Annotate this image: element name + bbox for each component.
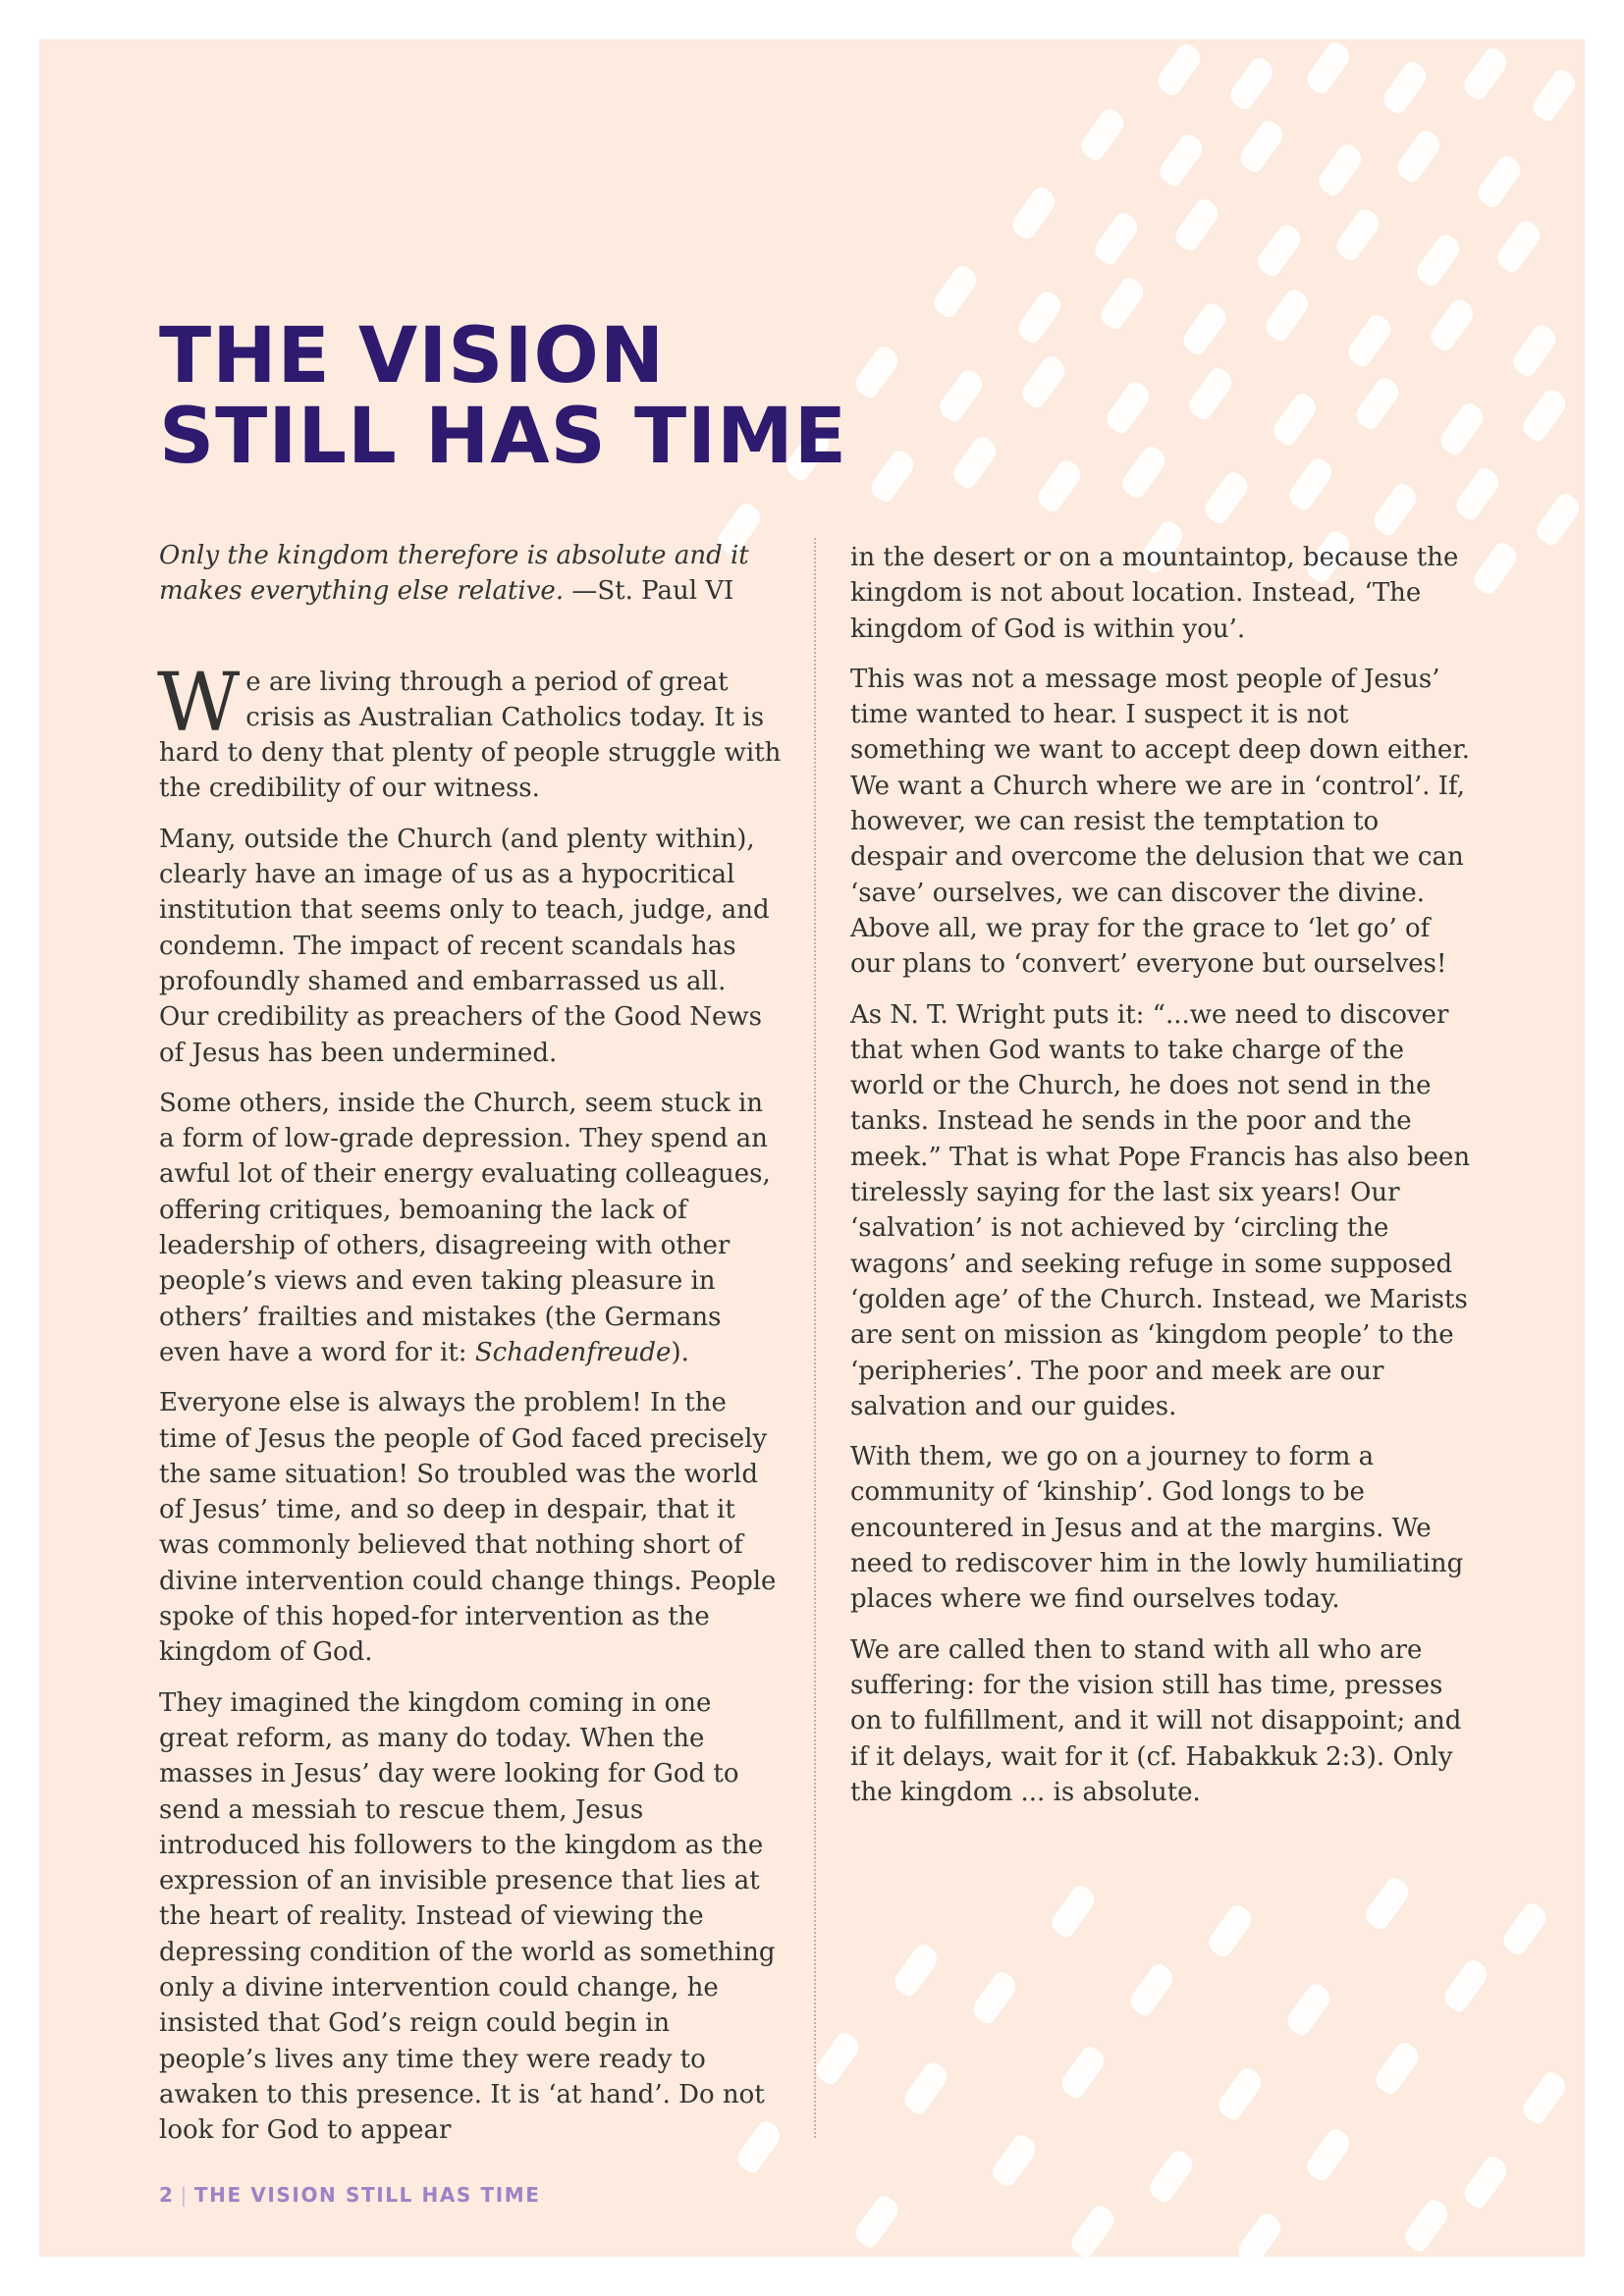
brush-stroke-decoration [1460, 45, 1512, 103]
running-title: THE VISION STILL HAS TIME [193, 2183, 541, 2207]
brush-stroke-decoration [1452, 465, 1504, 523]
brush-stroke-decoration [969, 1969, 1021, 2027]
brush-stroke-decoration [1146, 2148, 1198, 2206]
brush-stroke-decoration [1205, 1902, 1257, 1960]
brush-stroke-decoration [1154, 41, 1206, 99]
brush-stroke-decoration [1008, 185, 1060, 242]
page-title [159, 312, 848, 481]
brush-stroke-decoration [1519, 387, 1571, 445]
brush-stroke-decoration [1048, 1883, 1100, 1941]
brush-stroke-decoration [1344, 312, 1396, 370]
brush-stroke-decoration [891, 1942, 943, 2000]
brush-stroke-decoration [867, 448, 919, 506]
brush-stroke-decoration [1262, 287, 1314, 345]
brush-stroke-decoration [1034, 457, 1086, 515]
brush-stroke-decoration [1303, 39, 1355, 96]
epigraph-attribution: —St. Paul VI [571, 576, 734, 607]
brush-stroke-decoration [1303, 2126, 1355, 2184]
brush-stroke-decoration [1156, 132, 1208, 189]
brush-stroke-decoration [1499, 1900, 1551, 1958]
body-paragraph-text: ). [671, 1337, 689, 1367]
body-paragraph: With them, we go on a journey to form a community of ‘kinship’. God longs to be encountered in Jesus and at the margins. We need to rediscover him in the lowly humiliating places where we find ourselves today. [850, 1442, 1464, 1615]
brush-stroke-decoration [1201, 469, 1253, 527]
column-divider [814, 538, 816, 2138]
brush-stroke-decoration [1126, 1961, 1178, 2019]
brush-stroke-decoration [1254, 222, 1306, 280]
body-paragraph-text: e are living through a period of great crisis as Australian Catholics today. It is hard to deny that plenty of people struggle with the credibility of our witness. [159, 667, 782, 804]
page-number: 2 [159, 2183, 175, 2207]
brush-stroke-decoration [1493, 218, 1545, 276]
brush-stroke-decoration [936, 367, 988, 425]
brush-stroke-decoration [1436, 400, 1489, 458]
brush-stroke-decoration [1332, 206, 1384, 264]
brush-stroke-decoration [1352, 375, 1404, 433]
brush-stroke-decoration [1440, 1957, 1492, 2015]
brush-stroke-decoration [1283, 1981, 1335, 2039]
brush-stroke-decoration [1285, 455, 1337, 513]
left-column [159, 538, 784, 2163]
brush-stroke-decoration [1226, 55, 1278, 113]
brush-stroke-decoration [1393, 128, 1445, 186]
brush-stroke-decoration [1519, 2069, 1571, 2127]
body-paragraph: in the desert or on a mountaintop, because the kingdom is not about location. Instead, ‘The kingdom of God is within you’. [850, 543, 1459, 644]
brush-stroke-decoration [1401, 2197, 1453, 2255]
brush-stroke-decoration [1185, 365, 1237, 423]
brush-stroke-decoration [1315, 141, 1367, 199]
epigraph-quote-line-1: Only the kingdom therefore is absolute and it [159, 541, 749, 570]
brush-stroke-decoration [930, 263, 982, 321]
drop-cap: W [157, 656, 241, 750]
brush-stroke-decoration [1460, 2154, 1512, 2212]
body-paragraph [157, 656, 784, 807]
brush-stroke-decoration [1118, 444, 1170, 502]
brush-stroke-decoration [1413, 232, 1465, 290]
brush-stroke-decoration [1215, 2065, 1267, 2123]
brush-stroke-decoration [812, 2030, 864, 2088]
body-paragraph-text: Some others, inside the Church, seem stuck in a form of low-grade depression. They spend an awful lot of their energy evaluating colleagues, offering critiques, bemoaning the lack of leadership of others, disagreeing with other people’s views and even taking pleasure in others’ frailties and mistakes (the Germans even have a word for it: [159, 1088, 771, 1367]
brush-stroke-decoration [1509, 322, 1561, 380]
brush-stroke-decoration [1077, 106, 1129, 164]
brush-stroke-decoration [1018, 353, 1070, 411]
brush-stroke-decoration [1370, 481, 1422, 539]
brush-stroke-decoration [1171, 196, 1223, 254]
title-line-1: THE VISION [159, 312, 666, 400]
epigraph [159, 538, 784, 610]
brush-stroke-decoration [1270, 391, 1322, 449]
body-paragraph: As N. T. Wright puts it: “...we need to discover that when God wants to take charge of the world or the Church, he does not send in the tanks. Instead he sends in the poor and the meek.” That is what Pope Francis has also been tirelessly saying for the last six years! Our ‘salvation’ is not achieved by ‘circling the wagons’ and seeking refuge in some supposed ‘golden age’ of the Church. Instead, we Marists are sent on mission as ‘kingdom people’ to the ‘peripheries’. The poor and meek are our salvation and our guides. [850, 999, 1471, 1421]
brush-stroke-decoration [851, 2193, 903, 2251]
brush-stroke-decoration [851, 344, 903, 401]
title-line-2: STILL HAS TIME [159, 393, 848, 481]
brush-stroke-decoration [1533, 491, 1585, 549]
body-paragraph: We are called then to stand with all who are suffering: for the vision still has time, presses on to fulfillment, and it will not disappoint; and if it delays, wait for it (cf. Habakkuk 2:3). Only the kingdom ... is absolute. [850, 1634, 1462, 1807]
brush-stroke-decoration [900, 2059, 952, 2117]
body-paragraph: This was not a message most people of Jesus’ time wanted to hear. I suspect it is not something we want to accept deep down either. We want a Church where we are in ‘control’. If, however, we can resist the temptation to despair and overcome the delusion that we can ‘save’ ourselves, we can discover the divine. Above all, we pray for the grace to ‘let go’ of our plans to ‘convert’ everyone but ourselves! [850, 664, 1471, 980]
brush-stroke-decoration [1057, 2044, 1110, 2102]
italic-term: Schadenfreude [474, 1337, 672, 1367]
brush-stroke-decoration [1067, 2203, 1119, 2257]
brush-stroke-decoration [1529, 67, 1581, 125]
brush-stroke-decoration [1103, 379, 1155, 437]
page-footer [159, 2183, 541, 2207]
brush-stroke-decoration [1362, 1875, 1414, 1933]
brush-stroke-decoration [1014, 289, 1066, 347]
brush-stroke-decoration [1179, 300, 1231, 358]
body-paragraph: Many, outside the Church (and plenty within), clearly have an image of us as a hypocritical institution that seems only to teach, judge, and condemn. The impact of recent scandals has profoundly shamed and embarrassed us all. Our credibility as preachers of the Good News of Jesus has been undermined. [159, 824, 770, 1068]
brush-stroke-decoration [989, 2132, 1041, 2190]
body-paragraph: They imagined the kingdom coming in one great reform, as many do today. When the masses in Jesus’ day were looking for God to send a messiah to rescue them, Jesus introduced his followers to the kingdom as the expression of an invisible presence that lies at the heart of reality. Instead of viewing the depressing condition of the world as something only a divine intervention could change, he insisted that God’s reign could begin in people’s lives any time they were ready to awaken to this presence. It is ‘at hand’. Do not look for God to appear [159, 1687, 776, 2146]
brush-stroke-decoration [1380, 59, 1432, 117]
brush-stroke-decoration [1234, 2211, 1286, 2257]
footer-separator: | [180, 2183, 189, 2207]
body-paragraph: Everyone else is always the problem! In the time of Jesus the people of God faced precisely the same situation! So troubled was the world of Jesus’ time, and so deep in despair, that it was commonly believed that nothing short of divine intervention could change things. People spoke of this hoped-for intervention as the kingdom of God. [159, 1388, 777, 1668]
brush-stroke-decoration [1097, 275, 1149, 333]
body-paragraph [159, 1086, 784, 1370]
brush-stroke-decoration [1372, 2040, 1424, 2098]
brush-stroke-decoration [1474, 153, 1526, 211]
epigraph-quote-line-2: makes everything else relative. [159, 576, 565, 607]
brush-stroke-decoration [1236, 118, 1288, 176]
brush-stroke-decoration [949, 434, 1001, 492]
brush-stroke-decoration [1091, 210, 1143, 268]
right-column [850, 540, 1479, 1825]
brush-stroke-decoration [1427, 296, 1479, 354]
